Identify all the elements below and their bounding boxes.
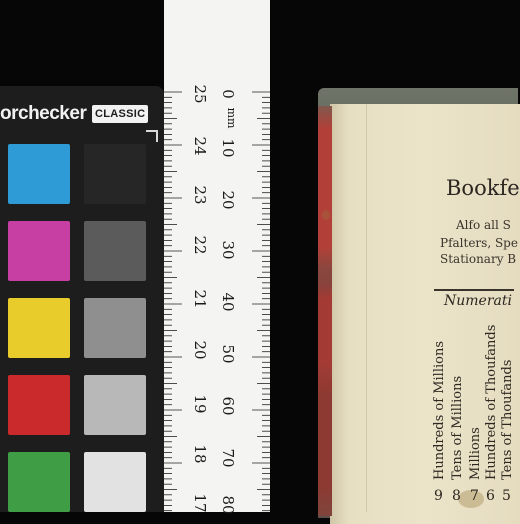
ruler-mm-label: 30 <box>219 240 237 260</box>
book-text-line: Pfalters, Spe <box>440 236 518 250</box>
swatch-black <box>84 144 146 204</box>
ruler-ticks <box>164 0 270 512</box>
ruler-unit-label: mm <box>225 107 238 129</box>
crop-mark-icon <box>146 130 158 142</box>
place-value-label: Tens of Millions <box>450 375 465 480</box>
place-value-label: Tens of Thoufands <box>500 359 515 480</box>
ruler-mm-label: 70 <box>219 448 237 468</box>
place-value-label: Hundreds of Millions <box>432 340 447 480</box>
swatch-blue <box>8 144 70 204</box>
swatch-white <box>84 452 146 512</box>
swatch-yellow <box>8 298 70 358</box>
swatch-red <box>8 375 70 435</box>
ruler-mm-label: 20 <box>219 190 237 210</box>
numeration-digit: 8 <box>452 488 461 504</box>
page-stain <box>322 210 330 220</box>
numeration-digit: 7 <box>470 488 479 504</box>
book-text-line: Alfo all S <box>456 218 511 232</box>
numeration-heading: Numerati <box>444 293 512 309</box>
measuring-ruler <box>164 0 270 512</box>
ruler-cm-label: 20 <box>191 340 209 360</box>
place-value-label: Millions <box>468 427 483 480</box>
numeration-digit: 9 <box>434 488 443 504</box>
ruler-mm-label: 80 <box>219 495 237 515</box>
ruler-cm-label: 25 <box>191 84 209 104</box>
ruler-mm-label: 40 <box>219 292 237 312</box>
swatch-mid-gray <box>84 298 146 358</box>
numeration-digit: 6 <box>486 488 495 504</box>
ruler-mm-label: 10 <box>219 138 237 158</box>
ruler-mm-label: 0 <box>219 89 237 99</box>
swatch-green <box>8 452 70 512</box>
checker-classic-badge: CLASSIC <box>92 105 148 123</box>
ruler-cm-label: 19 <box>191 394 209 414</box>
horizontal-rule <box>434 289 514 291</box>
swatch-light-gray <box>84 375 146 435</box>
ruler-cm-label: 18 <box>191 444 209 464</box>
ruler-cm-label: 24 <box>191 136 209 156</box>
ruler-cm-label: 22 <box>191 235 209 255</box>
swatch-magenta <box>8 221 70 281</box>
ruler-cm-label: 17 <box>191 493 209 513</box>
book-text-line: Stationary B <box>440 252 517 266</box>
page-fold-line <box>366 104 367 512</box>
ruler-cm-label: 23 <box>191 185 209 205</box>
ruler-mm-label: 60 <box>219 396 237 416</box>
numeration-digit: 5 <box>502 488 511 504</box>
checker-brand-text: orchecker <box>0 103 87 124</box>
marbled-edge <box>318 106 332 516</box>
place-value-label: Hundreds of Thoufands <box>484 324 499 480</box>
ruler-cm-label: 21 <box>191 289 209 309</box>
ruler-mm-label: 50 <box>219 344 237 364</box>
swatch-dark-gray <box>84 221 146 281</box>
book-title: Bookfe <box>446 176 520 200</box>
